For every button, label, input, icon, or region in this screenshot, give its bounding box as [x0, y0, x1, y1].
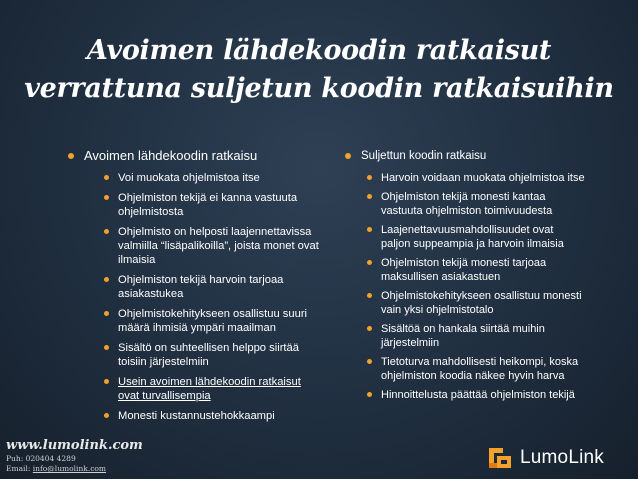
- list-item-text: Ohjelmisto on helposti laajennettavissa valmiilla “lisäpalikoilla”, joista monet ovat ilmaisia: [118, 226, 319, 266]
- open-source-column: [68, 148, 323, 429]
- list-item: [367, 171, 585, 185]
- bullet-dot-icon: [367, 359, 372, 364]
- list-item-text: Voi muokata ohjelmistoa itse: [118, 172, 260, 184]
- list-item: [367, 289, 585, 317]
- bullet-dot-icon: [367, 260, 372, 265]
- footer-website-link[interactable]: www.lumolink.com: [6, 438, 143, 453]
- list-item: [104, 341, 323, 369]
- bullet-dot-icon: [104, 311, 109, 316]
- lumolink-logo: [486, 444, 604, 472]
- open-source-heading: [68, 148, 323, 164]
- title-line-2: verrattuna suljetun koodin ratkaisuihin: [24, 73, 614, 104]
- bullet-dot-icon: [367, 175, 372, 180]
- footer-email-link[interactable]: info@lumolink.com: [32, 464, 107, 473]
- list-item: [104, 225, 323, 267]
- list-item-text: Laajenettavuusmahdollisuudet ovat paljon suppeampia ja harvoin ilmaisia: [381, 224, 564, 250]
- bullet-dot-icon: [345, 153, 351, 159]
- list-item-text: Hinnoittelusta päättää ohjelmiston tekijä: [381, 389, 575, 401]
- list-item: [367, 223, 585, 251]
- bullet-dot-icon: [104, 175, 109, 180]
- logo-mark-icon: [486, 445, 514, 471]
- list-item-text: Tietoturva mahdollisesti heikompi, koska ohjelmiston koodia näkee hyvin harva: [381, 356, 579, 382]
- footer-email-label: Email:: [6, 464, 33, 473]
- list-item: [104, 273, 323, 301]
- list-item-text: Ohjelmiston tekijä harvoin tarjoaa asiakastukea: [118, 274, 284, 300]
- list-item: [367, 322, 585, 350]
- bullet-dot-icon: [68, 153, 74, 159]
- list-item-text: Ohjelmiston tekijä ei kanna vastuuta ohjelmistosta: [118, 192, 298, 218]
- list-item-text: Monesti kustannustehokkaampi: [118, 410, 275, 422]
- closed-source-column: [345, 148, 585, 407]
- list-item-text: Sisältöä on hankala siirtää muihin järjestelmiin: [381, 323, 545, 349]
- title-line-1: Avoimen lähdekoodin ratkaisut: [86, 35, 552, 66]
- open-source-heading-text: Avoimen lähdekoodin ratkaisu: [84, 148, 258, 163]
- list-item: [367, 190, 585, 218]
- list-item: [367, 355, 585, 383]
- list-item: [104, 171, 323, 185]
- bullet-dot-icon: [104, 345, 109, 350]
- slide-title: [0, 32, 638, 108]
- bullet-dot-icon: [367, 194, 372, 199]
- list-item-text: Usein avoimen lähdekoodin ratkaisut ovat turvallisempia: [118, 376, 301, 402]
- list-item-text: Ohjelmiston tekijä monesti kantaa vastuuta ohjelmiston toimivuudesta: [381, 191, 553, 217]
- list-item: [104, 375, 323, 403]
- footer-phone: Puh: 020404 4289: [6, 454, 76, 463]
- closed-source-list: [345, 171, 585, 402]
- list-item-text: Ohjelmiston tekijä monesti tarjoaa maksullisen asiakastuen: [381, 257, 547, 283]
- list-item: [367, 256, 585, 284]
- bullet-dot-icon: [104, 195, 109, 200]
- bullet-dot-icon: [104, 379, 109, 384]
- bullet-dot-icon: [367, 293, 372, 298]
- bullet-dot-icon: [104, 413, 109, 418]
- closed-source-heading: [345, 148, 585, 164]
- logo-text: LumoLink: [520, 447, 604, 468]
- open-source-list: [68, 171, 323, 423]
- footer-email-line: [6, 464, 143, 474]
- list-item: [104, 191, 323, 219]
- bullet-dot-icon: [367, 326, 372, 331]
- bullet-dot-icon: [104, 277, 109, 282]
- list-item-text: Harvoin voidaan muokata ohjelmistoa itse: [381, 172, 585, 184]
- bullet-dot-icon: [367, 227, 372, 232]
- list-item-text: Ohjelmistokehitykseen osallistuu monesti vain yksi ohjelmistotalo: [381, 290, 582, 316]
- list-item-text: Sisältö on suhteellisen helppo siirtää toisiin järjestelmiin: [118, 342, 299, 368]
- bullet-dot-icon: [104, 229, 109, 234]
- list-item: [104, 307, 323, 335]
- bullet-dot-icon: [367, 392, 372, 397]
- footer-contact: [6, 438, 143, 474]
- list-item: [104, 409, 323, 423]
- closed-source-heading-text: Suljettun koodin ratkaisu: [361, 150, 487, 162]
- list-item-text: Ohjelmistokehitykseen osallistuu suuri määrä ihmisiä ympäri maailman: [118, 308, 308, 334]
- list-item: [367, 388, 585, 402]
